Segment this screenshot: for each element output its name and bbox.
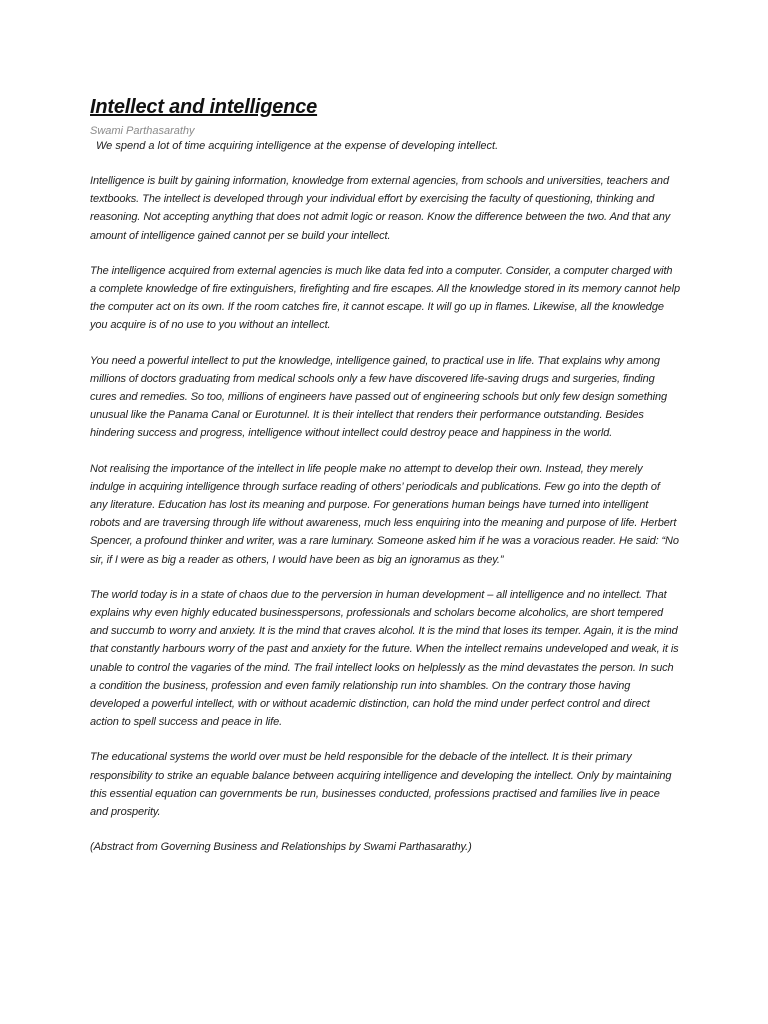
paragraph-2: The intelligence acquired from external agencies is much like data fed into a computer. Consider, a computer charged with a complete knowledge of fire extinguishers, firefighting and fire escapes. All the knowledge stored in its memory cannot help the computer act on its own. If the room catches fire, it cannot escape. It will go up in flames. Likewise, all the knowledge you acquire is of no use to you without an intellect. xyxy=(90,264,680,332)
paragraph-3: You need a powerful intellect to put the knowledge, intelligence gained, to practical use in life. That explains why among millions of doctors graduating from medical schools only a few have discovered life-saving drugs and surgeries, finding cures and remedies. So too, millions of engineers have passed out of engineering schools but only few design something unusual like the Panama Canal or Eurotunnel. It is their intellect that renders their performance outstanding. Besides hindering success and progress, intelligence without intellect could destroy peace and happiness in the world. xyxy=(90,354,668,440)
author-name: Swami Parthasarathy xyxy=(90,125,195,137)
paragraph-5: The world today is in a state of chaos due to the perversion in human development – all intelligence and no intellect. That explains why even highly educated businesspersons, professionals and scholars become alcoholics, are short tempered and succumb to worry and anxiety. It is the mind that craves alcohol. It is the mind that loses its temper. Again, it is the mind that constantly harbours worry of the past and anxiety for the future. When the intellect remains undeveloped and weak, it is unable to control the vagaries of the mind. The frail intellect looks on helplessly as the mind devastates the person. In such a condition the business, profession and even family relationship run into shambles. On the contrary those having developed a powerful intellect, with or without academic distinction, can hold the mind under perfect control and direct action to spell success and peace in life. xyxy=(90,588,679,729)
paragraph-4: Not realising the importance of the intellect in life people make no attempt to develop their own. Instead, they merely indulge in acquiring intelligence through surface reading of others’ periodicals and publications. Few go into the depth of any literature. Education has lost its meaning and purpose. For generations human beings have turned into intelligent robots and are traversing through life without awareness, much less enquiring into the meaning and purpose of life. Herbert Spencer, a profound thinker and writer, was a rare luminary. Someone asked him if he was a voracious reader. He said: “No sir, if I were as big a reader as others, I would have been as big an ignoramus as they.” xyxy=(90,462,679,566)
paragraph-6: The educational systems the world over must be held responsible for the debacle of the intellect. It is their primary responsibility to strike an equable balance between acquiring intelligence and developing the intellect. Only by maintaining this essential equation can governments be run, businesses conducted, professions practised and families live in peace and prosperity. xyxy=(90,751,672,819)
paragraph-1: Intelligence is built by gaining information, knowledge from external agencies, from schools and universities, teachers and textbooks. The intellect is developed through your individual effort by exercising the faculty of questioning, thinking and reasoning. Not accepting anything that does not admit logic or reason. Know the difference between the two. And that any amount of intelligence gained cannot per se build your intellect. xyxy=(90,175,671,242)
source-note: (Abstract from Governing Business and Relationships by Swami Parthasarathy.) xyxy=(90,841,472,854)
document-page xyxy=(90,92,680,874)
page-title: Intellect and intelligence xyxy=(90,96,318,118)
lead-sentence: We spend a lot of time acquiring intelligence at the expense of developing intellect. xyxy=(96,140,499,152)
